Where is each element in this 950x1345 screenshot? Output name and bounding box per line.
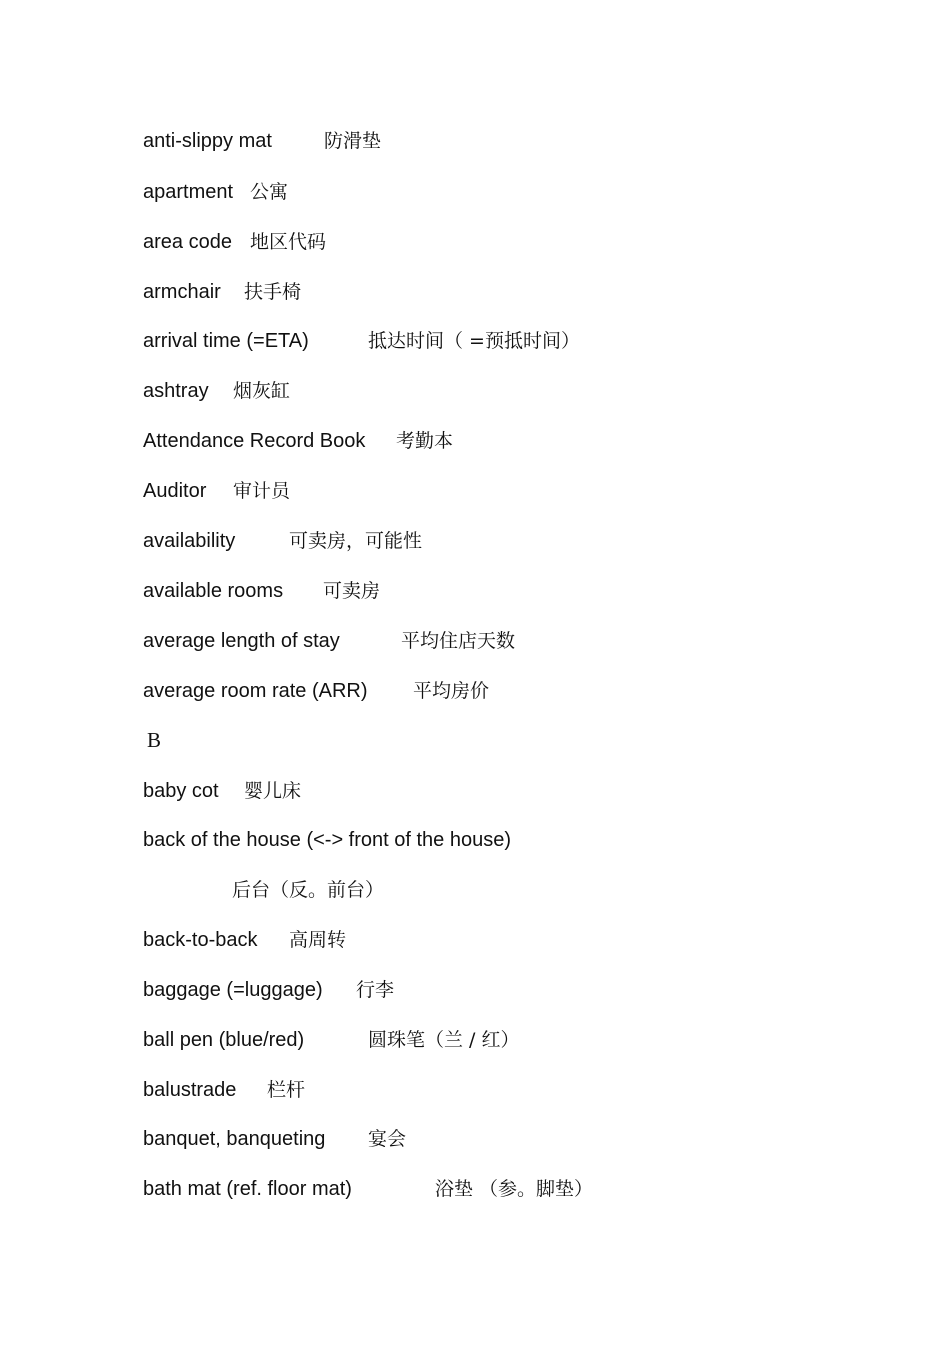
entry-english: Attendance Record Book (143, 430, 366, 452)
entry-english: anti-slippy mat (143, 130, 272, 152)
entry-english: arrival time (=ETA) (143, 330, 309, 352)
entry-english: ball pen (blue/red) (143, 1029, 305, 1051)
entry-english: banquet, banqueting (143, 1128, 326, 1150)
entry-english: availability (143, 530, 236, 552)
entry-back-of-the-house-translation: 后台（反。前台） (232, 879, 385, 901)
entry-chinese: 可卖房 (323, 580, 381, 602)
entry-chinese: 烟灰缸 (233, 380, 291, 402)
entry-chinese: 平均住店天数 (401, 630, 516, 652)
entry-chinese: 圆珠笔（兰 / 红） (368, 1029, 520, 1051)
entry-english: average length of stay (143, 630, 340, 652)
entry-chinese: 婴儿床 (244, 780, 302, 802)
entry-english: average room rate (ARR) (143, 680, 368, 702)
entry-english: Auditor (143, 480, 207, 502)
entry-chinese: 宴会 (368, 1128, 407, 1150)
entry-english: available rooms (143, 580, 284, 602)
entry-english: baby cot (143, 780, 219, 802)
section-letter: B (147, 728, 162, 752)
entry-english: armchair (143, 281, 221, 303)
entry-chinese: 审计员 (233, 480, 291, 502)
entry-english: back of the house (<-> front of the house) (143, 829, 512, 851)
entry-english: area code (143, 231, 232, 253)
entry-chinese: 栏杆 (267, 1079, 306, 1101)
entry-english: baggage (=luggage) (143, 979, 323, 1001)
entry-english: apartment (143, 181, 234, 203)
entry-chinese: 行李 (356, 979, 395, 1001)
entry-chinese: 扶手椅 (244, 281, 302, 303)
entry-chinese: 浴垫 （参。脚垫） (435, 1178, 594, 1200)
entry-chinese: 地区代码 (250, 231, 327, 253)
entry-english: ashtray (143, 380, 209, 402)
entry-chinese: 平均房价 (413, 680, 490, 702)
entry-english: bath mat (ref. floor mat) (143, 1178, 352, 1200)
entry-chinese: 抵达时间（ =预抵时间） (368, 330, 580, 352)
entry-english: balustrade (143, 1079, 237, 1101)
entry-chinese: 高周转 (289, 929, 347, 951)
entry-chinese: 防滑垫 (324, 130, 382, 152)
entry-chinese: 公寓 (250, 181, 289, 203)
entry-english: back-to-back (143, 929, 258, 951)
entry-chinese: 可卖房，可能性 (289, 530, 423, 552)
entry-chinese: 考勤本 (396, 430, 454, 452)
